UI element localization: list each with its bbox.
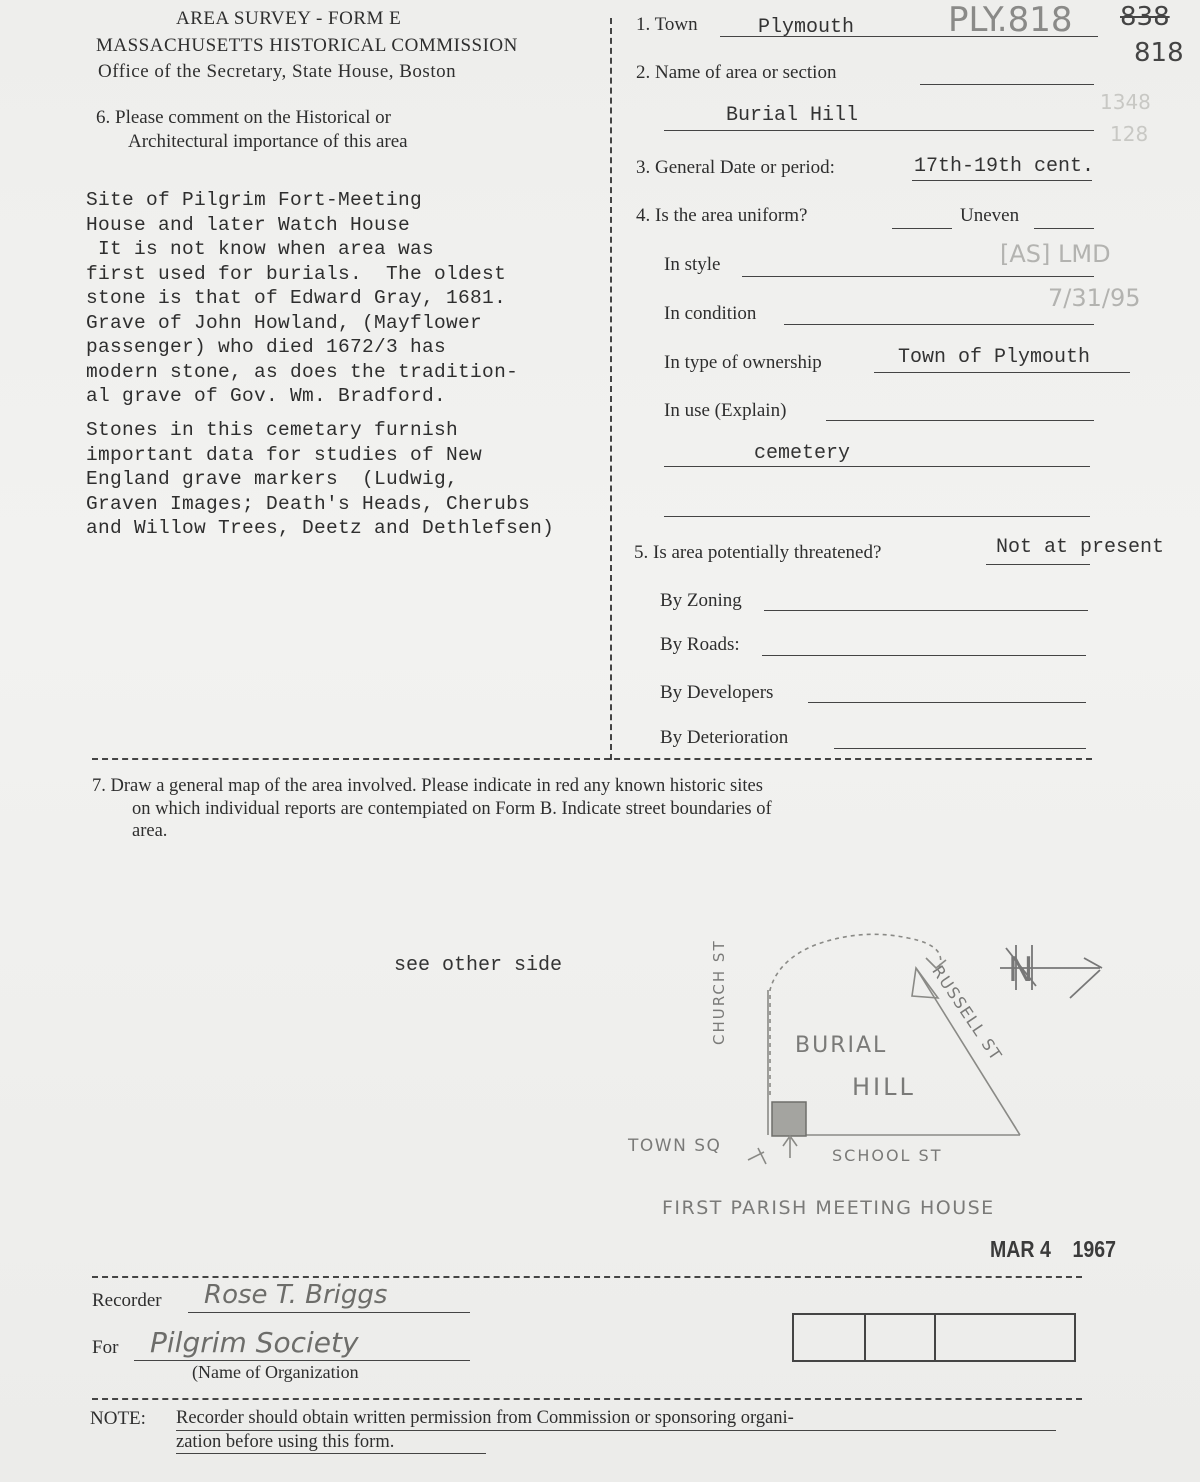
q3-value: 17th-19th cent. — [914, 155, 1095, 178]
q5-line — [986, 564, 1090, 565]
q4-use-line-2 — [664, 466, 1090, 467]
q1-label: 1. Town — [636, 14, 698, 35]
q3-line — [912, 180, 1092, 181]
footer-divider — [92, 1276, 1082, 1278]
q7-line-2: on which individual reports are contempiated on Form B. Indicate street boundaries of — [132, 799, 772, 819]
q4-uneven-line — [1034, 228, 1094, 229]
q5-deterioration-line — [834, 748, 1086, 749]
note-underline-2 — [176, 1453, 486, 1454]
meeting-house-arrow — [783, 1136, 797, 1158]
see-other-side: see other side — [394, 954, 563, 977]
commission-name: MASSACHUSETTS HISTORICAL COMMISSION — [96, 35, 518, 56]
pencil-initials: [AS] LMD — [1000, 240, 1111, 268]
q5-zoning-line — [764, 610, 1088, 611]
note-underline-1 — [176, 1430, 1056, 1431]
q5-zoning: By Zoning — [660, 590, 742, 611]
q4-use-line — [826, 420, 1094, 421]
q5-label: 5. Is area potentially threatened? — [634, 542, 882, 563]
q5-developers: By Developers — [660, 682, 774, 703]
q2-line-2 — [664, 130, 1094, 131]
recorder-signature: Rose T. Briggs — [204, 1280, 388, 1310]
q7-line-3: area. — [132, 821, 168, 841]
office-use-box-divider-1 — [864, 1313, 866, 1360]
note-line-2: zation before using this form. — [176, 1432, 395, 1452]
q4-style-line — [742, 276, 1094, 277]
q2-value: Burial Hill — [726, 104, 859, 127]
org-caption: (Name of Organization — [192, 1362, 359, 1382]
form-title: AREA SURVEY - FORM E — [176, 8, 402, 29]
burial-label: BURIAL — [795, 1033, 888, 1058]
note-label: NOTE: — [90, 1408, 146, 1429]
q4-label: 4. Is the area uniform? — [636, 205, 808, 226]
q4-ownership-value: Town of Plymouth — [898, 346, 1091, 369]
note-divider — [92, 1398, 1082, 1400]
crossed-number: 838 — [1120, 2, 1170, 32]
q4-style: In style — [664, 254, 721, 275]
school-st-label: SCHOOL ST — [832, 1146, 943, 1165]
russell-st-label: RUSSELL ST — [928, 962, 1007, 1065]
q6-comment-2: Stones in this cemetary furnish important data for studies of New England grave markers (Ludwig, Graven Images; Death's Heads, Cherubs and Willow Trees, Deetz and Dethlefsen) — [86, 419, 555, 539]
q5-roads-line — [762, 655, 1086, 656]
q4-uneven: Uneven — [960, 205, 1020, 226]
pencil-date: 7/31/95 — [1048, 284, 1141, 312]
date-stamp: MAR 4 1967 — [990, 1236, 1117, 1262]
q6-label-2: Architectural importance of this area — [128, 131, 408, 152]
inventory-number: PLY.818 — [948, 0, 1073, 40]
recorder-label: Recorder — [92, 1290, 162, 1311]
section-divider — [92, 758, 1092, 760]
for-line — [134, 1360, 470, 1361]
inventory-number-818: 818 — [1134, 38, 1184, 68]
q2-label: 2. Name of area or section — [636, 62, 837, 83]
pencil-number-2: 128 — [1110, 122, 1149, 146]
q5-developers-line — [808, 702, 1086, 703]
recorder-line — [188, 1312, 470, 1313]
q1-value: Plymouth — [758, 16, 855, 39]
note-line-1: Recorder should obtain written permission from Commission or sponsoring organi- — [176, 1408, 794, 1428]
q4-use-line-3 — [664, 516, 1090, 517]
q4-ownership: In type of ownership — [664, 352, 822, 373]
church-st-label: CHURCH ST — [710, 939, 728, 1045]
column-divider — [610, 18, 612, 760]
organization-signature: Pilgrim Society — [150, 1326, 359, 1359]
town-sq-cross — [748, 1148, 766, 1164]
q4-ownership-line — [874, 372, 1130, 373]
town-sq-label: TOWN SQ — [628, 1136, 722, 1156]
burial-hill-boundary — [770, 934, 941, 1095]
q5-roads: By Roads: — [660, 634, 740, 655]
q6-comment: Site of Pilgrim Fort-Meeting House and later Watch House It is not know when area was first used for burials. The oldest stone is that of Edward Gray, 1681. Grave of John Howland, (Mayflower passenger) who died 1672/3 has modern stone, as does the tradition- al grave of Gov. Wm. Bradford. — [86, 189, 519, 407]
q7-line-1: 7. Draw a general map of the area involved. Please indicate in red any known historic sites — [92, 776, 763, 796]
q5-deterioration: By Deterioration — [660, 727, 789, 748]
north-label: N — [1008, 950, 1034, 990]
for-label: For — [92, 1337, 119, 1358]
pencil-number-1: 1348 — [1100, 90, 1151, 114]
office-line: Office of the Secretary, State House, Boston — [98, 61, 457, 82]
q5-value: Not at present — [996, 536, 1165, 559]
q4-use-value: cemetery — [754, 442, 851, 465]
hill-label: HILL — [852, 1073, 916, 1101]
office-use-box-divider-2 — [934, 1313, 936, 1360]
q4-condition: In condition — [664, 303, 757, 324]
q3-label: 3. General Date or period: — [636, 157, 835, 178]
q6-label: 6. Please comment on the Historical or — [96, 107, 391, 128]
meeting-house-mark — [772, 1102, 806, 1136]
q2-line — [920, 84, 1094, 85]
q4-uniform-line — [892, 228, 952, 229]
q4-condition-line — [784, 324, 1094, 325]
q4-use: In use (Explain) — [664, 400, 787, 421]
meeting-house-label: FIRST PARISH MEETING HOUSE — [662, 1197, 995, 1219]
